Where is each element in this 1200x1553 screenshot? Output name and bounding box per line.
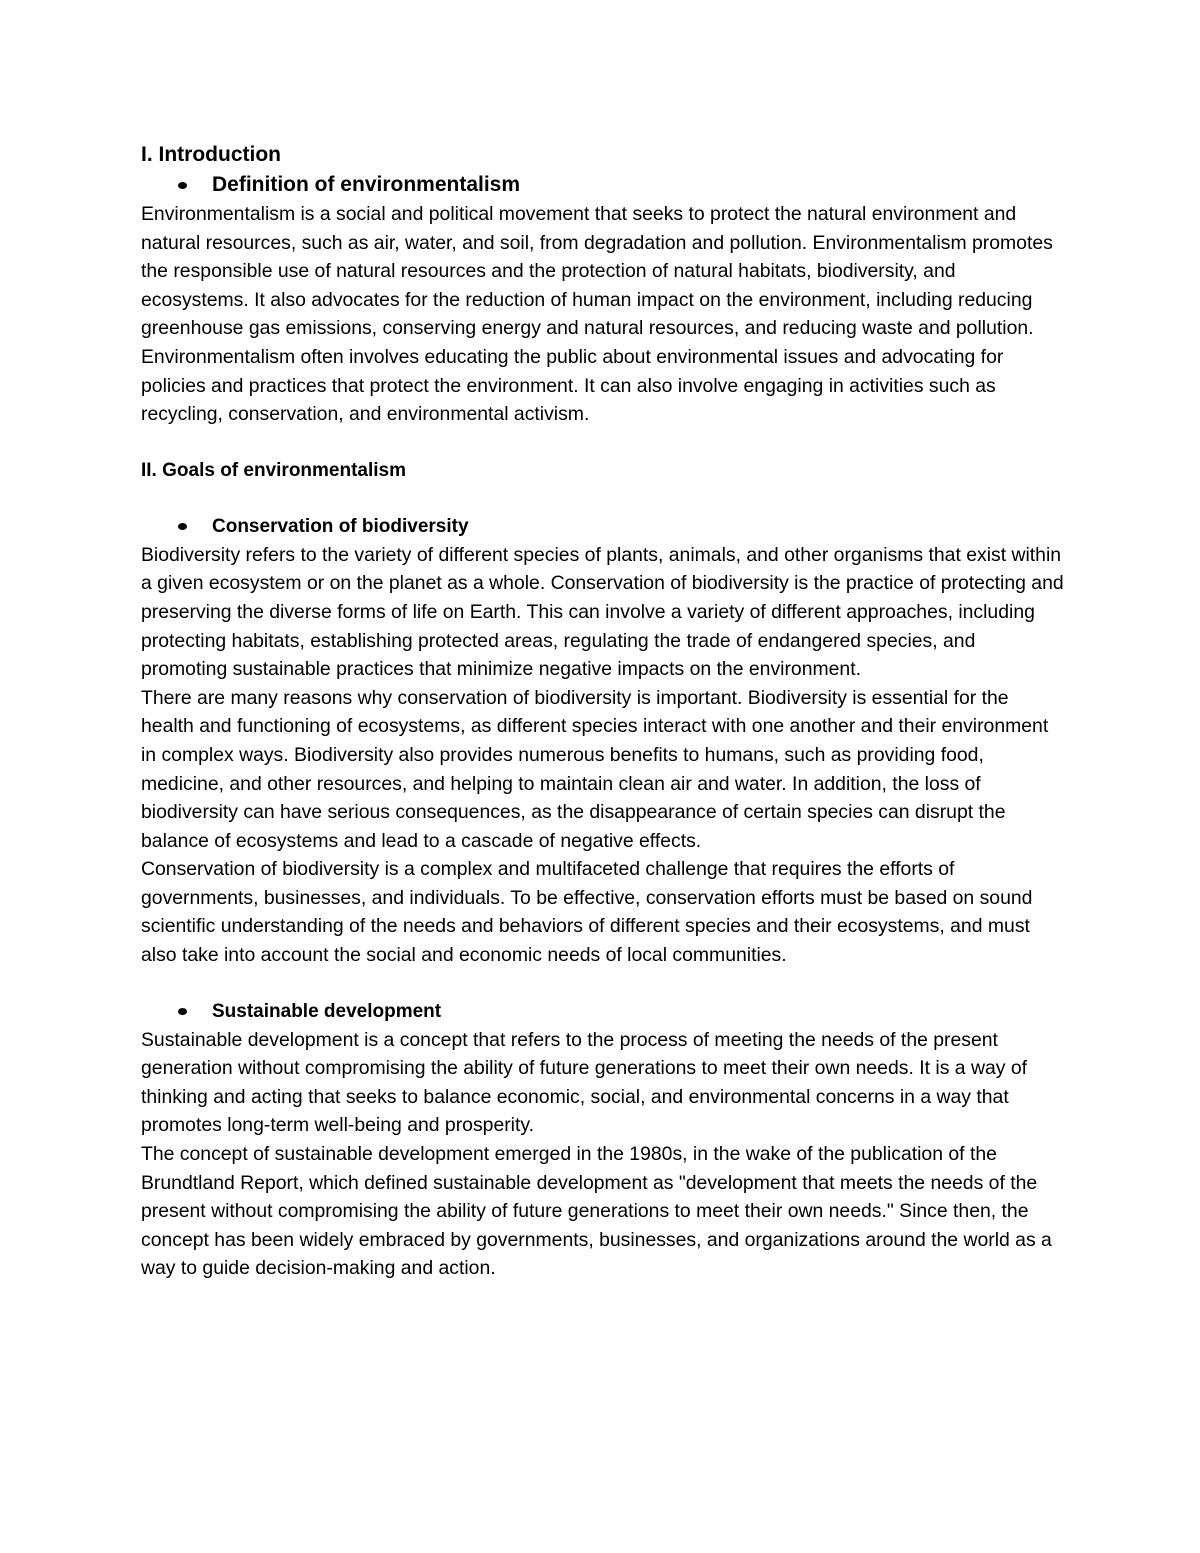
section-heading-goals: II. Goals of environmentalism: [141, 459, 407, 481]
bullet-item-sustainable: [141, 998, 1066, 1026]
paragraph: There are many reasons why conservation of biodiversity is important. Biodiversity is essential for the health and functioning of ecosystems, as different species interact with one another and their environment in complex ways. Biodiversity also provides numerous benefits to humans, such as providing food, medicine, and other resources, and helping to maintain clean air and water. In addition, the loss of biodiversity can have serious consequences, as the disappearance of certain species can disrupt the balance of ecosystems and lead to a cascade of negative effects.: [141, 686, 1049, 852]
spacer: [141, 429, 1066, 457]
paragraph: Conservation of biodiversity is a complex and multifaceted challenge that requires the efforts of governments, businesses, and individuals. To be effective, conservation efforts must be based on sound scientific understanding of the needs and behaviors of different species and their ecosystems, and must also take into account the social and economic needs of local communities.: [141, 858, 1033, 967]
spacer: [141, 485, 1066, 513]
paragraph: Sustainable development is a concept that refers to the process of meeting the needs of the present generation without compromising the ability of future generations to meet their own needs. It is a way of thinking and acting that seeks to balance economic, social, and environmental concerns in a way that promotes long-term well-being and prosperity.: [141, 1028, 1027, 1137]
spacer: [141, 970, 1066, 998]
bullet-label: Definition of environmentalism: [212, 173, 521, 196]
bullet-dot-icon: [178, 1008, 187, 1015]
paragraph: Environmentalism is a social and political movement that seeks to protect the natural environment and natural resources, such as air, water, and soil, from degradation and pollution. Environmentalism promotes the responsible use of natural resources and the protection of natural habitats, biodiversity, and ecosystems. It also advocates for the reduction of human impact on the environment, including reducing greenhouse gas emissions, conserving energy and natural resources, and reducing waste and pollution. Environmentalism often involves educating the public about environmental issues and advocating for policies and practices that protect the environment. It can also involve engaging in activities such as recycling, conservation, and environmental activism.: [141, 203, 1053, 426]
bullet-dot-icon: [178, 523, 187, 530]
bullet-label: Conservation of biodiversity: [212, 515, 469, 537]
bullet-dot-icon: [178, 182, 187, 189]
paragraph: Biodiversity refers to the variety of different species of plants, animals, and other organisms that exist within a given ecosystem or on the planet as a whole. Conservation of biodiversity is the practice of protecting and preserving the diverse forms of life on Earth. This can involve a variety of different approaches, including protecting habitats, establishing protected areas, regulating the trade of endangered species, and promoting sustainable practices that minimize negative impacts on the environment.: [141, 543, 1064, 681]
section-heading-introduction: I. Introduction: [141, 143, 281, 166]
bullet-item-definition: [141, 170, 1066, 200]
paragraph: The concept of sustainable development emerged in the 1980s, in the wake of the publication of the Brundtland Report, which defined sustainable development as "development that meets the needs of the present without compromising the ability of future generations to meet their own needs." Since then, the concept has been widely embraced by governments, businesses, and organizations around the world as a way to guide decision-making and action.: [141, 1143, 1052, 1280]
bullet-item-biodiversity: [141, 513, 1066, 541]
bullet-label: Sustainable development: [212, 1000, 442, 1022]
document-page: [141, 140, 1066, 1283]
